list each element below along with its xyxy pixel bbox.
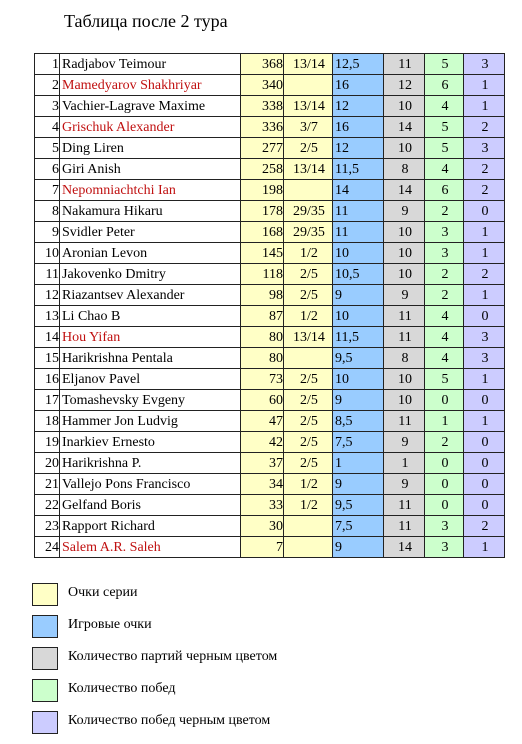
legend-swatch — [32, 615, 58, 638]
game-points-cell: 14 — [333, 180, 384, 201]
player-name-cell: Eljanov Pavel — [60, 369, 241, 390]
fraction-cell: 2/5 — [284, 285, 333, 306]
game-points-cell: 9 — [333, 537, 384, 558]
black-wins-cell: 3 — [464, 138, 505, 159]
black-wins-cell: 2 — [464, 264, 505, 285]
black-games-cell: 11 — [384, 54, 425, 75]
player-name-cell: Inarkiev Ernesto — [60, 432, 241, 453]
rank-cell: 1 — [35, 54, 60, 75]
table-row — [35, 516, 505, 537]
table-row — [35, 159, 505, 180]
player-name-cell: Svidler Peter — [60, 222, 241, 243]
black-wins-cell: 0 — [464, 495, 505, 516]
wins-cell: 2 — [425, 264, 464, 285]
player-name-cell: Harikrishna Pentala — [60, 348, 241, 369]
series-points-cell: 277 — [241, 138, 284, 159]
player-name-cell: Jakovenko Dmitry — [60, 264, 241, 285]
series-points-cell: 30 — [241, 516, 284, 537]
fraction-cell: 29/35 — [284, 201, 333, 222]
series-points-cell: 98 — [241, 285, 284, 306]
rank-cell: 20 — [35, 453, 60, 474]
table-row — [35, 180, 505, 201]
player-name-cell: Li Chao B — [60, 306, 241, 327]
black-games-cell: 11 — [384, 327, 425, 348]
table-row — [35, 222, 505, 243]
standings-body — [35, 54, 505, 558]
fraction-cell: 1/2 — [284, 243, 333, 264]
rank-cell: 16 — [35, 369, 60, 390]
page-title: Таблица после 2 тура — [64, 11, 228, 31]
black-wins-cell: 2 — [464, 516, 505, 537]
game-points-cell: 9 — [333, 474, 384, 495]
table-row — [35, 327, 505, 348]
black-wins-cell: 0 — [464, 390, 505, 411]
black-games-cell: 10 — [384, 243, 425, 264]
black-wins-cell: 1 — [464, 96, 505, 117]
game-points-cell: 12 — [333, 96, 384, 117]
rank-cell: 17 — [35, 390, 60, 411]
black-games-cell: 9 — [384, 285, 425, 306]
rank-cell: 19 — [35, 432, 60, 453]
black-games-cell: 10 — [384, 138, 425, 159]
game-points-cell: 9,5 — [333, 348, 384, 369]
wins-cell: 2 — [425, 201, 464, 222]
series-points-cell: 73 — [241, 369, 284, 390]
rank-cell: 24 — [35, 537, 60, 558]
series-points-cell: 258 — [241, 159, 284, 180]
black-wins-cell: 3 — [464, 54, 505, 75]
black-wins-cell: 0 — [464, 306, 505, 327]
fraction-cell: 2/5 — [284, 369, 333, 390]
series-points-cell: 338 — [241, 96, 284, 117]
rank-cell: 7 — [35, 180, 60, 201]
fraction-cell: 29/35 — [284, 222, 333, 243]
rank-cell: 6 — [35, 159, 60, 180]
table-row — [35, 138, 505, 159]
black-games-cell: 14 — [384, 180, 425, 201]
black-wins-cell: 2 — [464, 180, 505, 201]
series-points-cell: 7 — [241, 537, 284, 558]
game-points-cell: 10,5 — [333, 264, 384, 285]
black-wins-cell: 0 — [464, 453, 505, 474]
game-points-cell: 11,5 — [333, 159, 384, 180]
rank-cell: 15 — [35, 348, 60, 369]
legend-swatch — [32, 583, 58, 606]
player-name-cell: Vallejo Pons Francisco — [60, 474, 241, 495]
player-name-cell: Tomashevsky Evgeny — [60, 390, 241, 411]
black-games-cell: 11 — [384, 411, 425, 432]
series-points-cell: 80 — [241, 327, 284, 348]
rank-cell: 22 — [35, 495, 60, 516]
wins-cell: 0 — [425, 474, 464, 495]
black-games-cell: 10 — [384, 222, 425, 243]
black-games-cell: 10 — [384, 264, 425, 285]
fraction-cell — [284, 537, 333, 558]
black-games-cell: 11 — [384, 306, 425, 327]
black-games-cell: 1 — [384, 453, 425, 474]
black-games-cell: 14 — [384, 537, 425, 558]
fraction-cell — [284, 180, 333, 201]
player-name-cell: Nepomniachtchi Ian — [60, 180, 241, 201]
player-name-cell: Harikrishna P. — [60, 453, 241, 474]
table-row — [35, 369, 505, 390]
black-games-cell: 11 — [384, 495, 425, 516]
game-points-cell: 12 — [333, 138, 384, 159]
game-points-cell: 10 — [333, 243, 384, 264]
series-points-cell: 47 — [241, 411, 284, 432]
rank-cell: 12 — [35, 285, 60, 306]
fraction-cell — [284, 516, 333, 537]
rank-cell: 4 — [35, 117, 60, 138]
game-points-cell: 10 — [333, 369, 384, 390]
wins-cell: 6 — [425, 180, 464, 201]
black-games-cell: 10 — [384, 369, 425, 390]
black-wins-cell: 1 — [464, 369, 505, 390]
rank-cell: 2 — [35, 75, 60, 96]
table-row — [35, 453, 505, 474]
wins-cell: 4 — [425, 159, 464, 180]
wins-cell: 3 — [425, 222, 464, 243]
wins-cell: 5 — [425, 138, 464, 159]
game-points-cell: 12,5 — [333, 54, 384, 75]
table-row — [35, 201, 505, 222]
game-points-cell: 7,5 — [333, 432, 384, 453]
player-name-cell: Vachier-Lagrave Maxime — [60, 96, 241, 117]
black-games-cell: 9 — [384, 201, 425, 222]
series-points-cell: 60 — [241, 390, 284, 411]
game-points-cell: 16 — [333, 117, 384, 138]
table-row — [35, 96, 505, 117]
fraction-cell: 13/14 — [284, 96, 333, 117]
player-name-cell: Nakamura Hikaru — [60, 201, 241, 222]
rank-cell: 11 — [35, 264, 60, 285]
wins-cell: 3 — [425, 537, 464, 558]
player-name-cell: Mamedyarov Shakhriyar — [60, 75, 241, 96]
game-points-cell: 11,5 — [333, 327, 384, 348]
game-points-cell: 1 — [333, 453, 384, 474]
black-wins-cell: 1 — [464, 537, 505, 558]
fraction-cell — [284, 348, 333, 369]
rank-cell: 5 — [35, 138, 60, 159]
game-points-cell: 7,5 — [333, 516, 384, 537]
black-wins-cell: 1 — [464, 285, 505, 306]
black-games-cell: 9 — [384, 432, 425, 453]
table-row — [35, 474, 505, 495]
rank-cell: 14 — [35, 327, 60, 348]
player-name-cell: Salem A.R. Saleh — [60, 537, 241, 558]
table-row — [35, 390, 505, 411]
wins-cell: 4 — [425, 348, 464, 369]
table-row — [35, 54, 505, 75]
wins-cell: 5 — [425, 117, 464, 138]
wins-cell: 5 — [425, 54, 464, 75]
game-points-cell: 9 — [333, 285, 384, 306]
legend-label: Игровые очки — [68, 617, 152, 632]
black-wins-cell: 1 — [464, 222, 505, 243]
series-points-cell: 368 — [241, 54, 284, 75]
series-points-cell: 80 — [241, 348, 284, 369]
table-row — [35, 306, 505, 327]
table-row — [35, 537, 505, 558]
fraction-cell: 13/14 — [284, 54, 333, 75]
wins-cell: 6 — [425, 75, 464, 96]
legend-label: Количество партий черным цветом — [68, 649, 278, 664]
black-wins-cell: 3 — [464, 327, 505, 348]
player-name-cell: Riazantsev Alexander — [60, 285, 241, 306]
player-name-cell: Rapport Richard — [60, 516, 241, 537]
table-row — [35, 75, 505, 96]
wins-cell: 1 — [425, 411, 464, 432]
fraction-cell: 1/2 — [284, 474, 333, 495]
black-wins-cell: 2 — [464, 159, 505, 180]
black-games-cell: 14 — [384, 117, 425, 138]
table-row — [35, 264, 505, 285]
legend-swatch — [32, 711, 58, 734]
legend-label: Очки серии — [68, 585, 138, 600]
series-points-cell: 37 — [241, 453, 284, 474]
rank-cell: 9 — [35, 222, 60, 243]
black-wins-cell: 1 — [464, 411, 505, 432]
game-points-cell: 8,5 — [333, 411, 384, 432]
wins-cell: 0 — [425, 453, 464, 474]
legend-label: Количество побед черным цветом — [68, 713, 271, 728]
table-row — [35, 348, 505, 369]
black-wins-cell: 1 — [464, 75, 505, 96]
fraction-cell: 3/7 — [284, 117, 333, 138]
fraction-cell: 2/5 — [284, 390, 333, 411]
wins-cell: 3 — [425, 243, 464, 264]
black-wins-cell: 1 — [464, 243, 505, 264]
game-points-cell: 10 — [333, 306, 384, 327]
wins-cell: 4 — [425, 327, 464, 348]
series-points-cell: 198 — [241, 180, 284, 201]
player-name-cell: Gelfand Boris — [60, 495, 241, 516]
wins-cell: 4 — [425, 96, 464, 117]
black-wins-cell: 0 — [464, 474, 505, 495]
wins-cell: 2 — [425, 432, 464, 453]
wins-cell: 2 — [425, 285, 464, 306]
black-wins-cell: 2 — [464, 117, 505, 138]
series-points-cell: 145 — [241, 243, 284, 264]
player-name-cell: Grischuk Alexander — [60, 117, 241, 138]
game-points-cell: 11 — [333, 222, 384, 243]
fraction-cell: 13/14 — [284, 327, 333, 348]
player-name-cell: Giri Anish — [60, 159, 241, 180]
legend-swatch — [32, 679, 58, 702]
series-points-cell: 178 — [241, 201, 284, 222]
black-games-cell: 9 — [384, 474, 425, 495]
series-points-cell: 118 — [241, 264, 284, 285]
wins-cell: 4 — [425, 306, 464, 327]
black-wins-cell: 0 — [464, 432, 505, 453]
series-points-cell: 336 — [241, 117, 284, 138]
black-games-cell: 12 — [384, 75, 425, 96]
rank-cell: 23 — [35, 516, 60, 537]
player-name-cell: Hou Yifan — [60, 327, 241, 348]
player-name-cell: Hammer Jon Ludvig — [60, 411, 241, 432]
game-points-cell: 11 — [333, 201, 384, 222]
wins-cell: 0 — [425, 495, 464, 516]
rank-cell: 8 — [35, 201, 60, 222]
black-wins-cell: 3 — [464, 348, 505, 369]
series-points-cell: 168 — [241, 222, 284, 243]
table-row — [35, 243, 505, 264]
fraction-cell: 2/5 — [284, 138, 333, 159]
rank-cell: 10 — [35, 243, 60, 264]
table-row — [35, 495, 505, 516]
fraction-cell: 2/5 — [284, 453, 333, 474]
black-games-cell: 11 — [384, 516, 425, 537]
rank-cell: 13 — [35, 306, 60, 327]
series-points-cell: 33 — [241, 495, 284, 516]
standings-table — [34, 53, 505, 558]
fraction-cell: 13/14 — [284, 159, 333, 180]
table-row — [35, 411, 505, 432]
legend-swatch — [32, 647, 58, 670]
player-name-cell: Radjabov Teimour — [60, 54, 241, 75]
game-points-cell: 9 — [333, 390, 384, 411]
wins-cell: 0 — [425, 390, 464, 411]
series-points-cell: 34 — [241, 474, 284, 495]
fraction-cell — [284, 75, 333, 96]
legend-label: Количество побед — [68, 681, 176, 696]
black-games-cell: 8 — [384, 159, 425, 180]
table-row — [35, 432, 505, 453]
rank-cell: 18 — [35, 411, 60, 432]
black-games-cell: 10 — [384, 390, 425, 411]
fraction-cell: 1/2 — [284, 495, 333, 516]
wins-cell: 5 — [425, 369, 464, 390]
game-points-cell: 9,5 — [333, 495, 384, 516]
table-row — [35, 117, 505, 138]
fraction-cell: 2/5 — [284, 411, 333, 432]
black-games-cell: 10 — [384, 96, 425, 117]
wins-cell: 3 — [425, 516, 464, 537]
series-points-cell: 42 — [241, 432, 284, 453]
rank-cell: 21 — [35, 474, 60, 495]
fraction-cell: 2/5 — [284, 264, 333, 285]
player-name-cell: Aronian Levon — [60, 243, 241, 264]
fraction-cell: 2/5 — [284, 432, 333, 453]
black-wins-cell: 0 — [464, 201, 505, 222]
fraction-cell: 1/2 — [284, 306, 333, 327]
table-row — [35, 285, 505, 306]
black-games-cell: 8 — [384, 348, 425, 369]
rank-cell: 3 — [35, 96, 60, 117]
series-points-cell: 340 — [241, 75, 284, 96]
series-points-cell: 87 — [241, 306, 284, 327]
game-points-cell: 16 — [333, 75, 384, 96]
player-name-cell: Ding Liren — [60, 138, 241, 159]
